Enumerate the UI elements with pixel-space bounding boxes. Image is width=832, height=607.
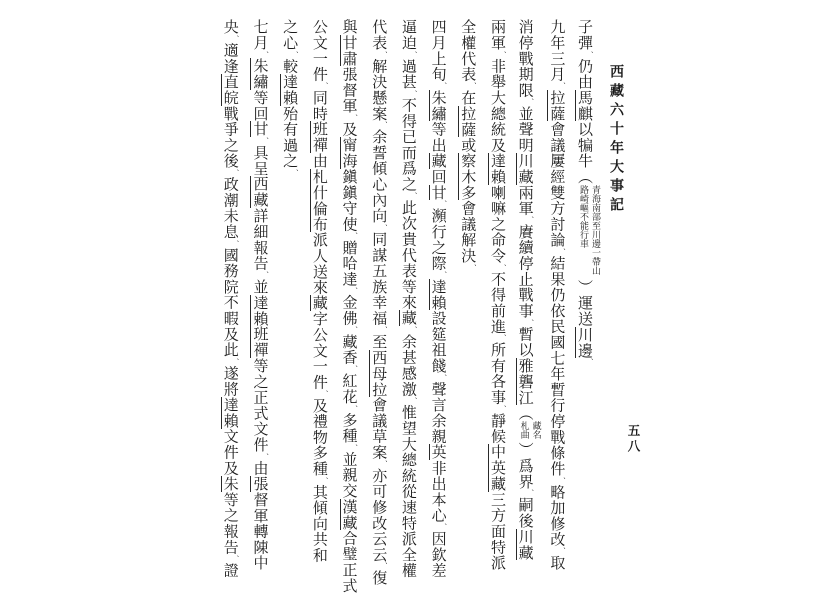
text-column	[215, 19, 245, 599]
text-run: 並親交	[340, 451, 359, 499]
punctuation: 、	[497, 405, 506, 413]
text-column	[423, 19, 453, 599]
text-run: 仍由	[576, 58, 594, 90]
punctuation: 、	[557, 247, 566, 256]
text-run: ）	[516, 441, 535, 458]
text-column	[482, 19, 512, 599]
warichu-note: 青海南部至川邊一帶山路崎嶇不能行車	[578, 184, 600, 275]
punctuation: 、	[497, 263, 506, 272]
text-run: 解決懸案	[370, 58, 389, 122]
text-run: 亦可修改云云	[370, 467, 389, 563]
proper-noun: 西母拉	[370, 349, 389, 397]
proper-noun: 達賴	[488, 152, 507, 185]
punctuation: 、	[438, 523, 447, 531]
punctuation: 、	[349, 113, 358, 122]
proper-noun: 英	[429, 444, 448, 461]
punctuation: 、	[230, 239, 239, 248]
text-run: 國務院不暇及此	[221, 247, 240, 358]
text-column	[364, 19, 394, 599]
proper-noun: 川邊	[576, 326, 594, 359]
text-run: 此次貴代表等來	[399, 199, 418, 311]
proper-noun: 拉薩	[548, 89, 567, 122]
text-run: 過甚	[399, 58, 418, 90]
text-run: 至	[370, 333, 389, 350]
text-run: 爲界	[516, 457, 535, 490]
punctuation: 、	[260, 271, 269, 279]
text-run: 回	[429, 168, 448, 185]
punctuation: 、	[585, 358, 593, 366]
proper-noun: 班禪	[251, 326, 270, 358]
text-run: 遂將	[221, 365, 240, 397]
text-column	[512, 19, 542, 599]
proper-noun: 甘	[429, 184, 448, 201]
text-run: 結果仍依民國七年暫行停戰條件	[548, 255, 567, 477]
punctuation: 、	[379, 223, 388, 232]
punctuation: 、	[319, 476, 328, 485]
text-run: 並聲明	[516, 105, 535, 153]
warichu-note: 藏名札曲	[518, 420, 541, 439]
proper-noun: 雅礱江	[516, 357, 535, 406]
text-run: 多種	[340, 412, 359, 444]
text-run: 逼迫	[399, 19, 418, 51]
proper-noun: 甘	[251, 121, 270, 138]
proper-noun: 藏	[399, 310, 418, 327]
text-column	[304, 19, 334, 599]
punctuation: 、	[230, 168, 239, 177]
punctuation: 、	[349, 326, 358, 334]
text-column	[245, 19, 275, 599]
text-run: 派人送來	[310, 232, 329, 296]
text-run: 余誓傾心內向	[370, 128, 389, 224]
punctuation: 、	[319, 82, 328, 90]
text-run: 藏香	[340, 333, 359, 366]
proper-noun: 朱繡	[251, 58, 270, 90]
punctuation: 、	[408, 89, 417, 98]
text-run: 聲言余親	[429, 381, 448, 445]
text-run: 贈哈達	[340, 239, 359, 287]
punctuation: 、	[438, 373, 447, 382]
punctuation: 、	[260, 50, 269, 59]
text-run: 殆有過之	[281, 105, 300, 169]
text-column	[274, 19, 304, 599]
text-column	[571, 19, 601, 599]
proper-noun: 達賴	[429, 278, 448, 311]
text-run: 央	[221, 19, 240, 35]
text-run: 較	[281, 58, 300, 74]
text-run: 余甚感激	[399, 333, 418, 397]
proper-noun: 達賴	[251, 294, 270, 327]
text-run: 暫以	[516, 326, 535, 358]
punctuation: 、	[230, 357, 239, 366]
text-run: 復	[370, 570, 389, 586]
punctuation: 、	[468, 263, 477, 272]
proper-noun: 直皖	[221, 73, 240, 106]
proper-noun: 朱	[221, 475, 240, 492]
text-run: 具呈	[251, 144, 270, 177]
proper-noun: 甯海	[340, 137, 359, 169]
text-run: 及	[340, 121, 359, 138]
proper-noun: 藏	[310, 295, 329, 312]
punctuation: 、	[525, 318, 534, 327]
text-run: 九年三月	[548, 19, 567, 83]
text-column	[334, 19, 364, 599]
text-run: 賡續停止戰事	[516, 223, 535, 319]
text-run: 之心	[281, 19, 300, 51]
proper-noun: 漢藏	[340, 498, 359, 531]
text-run: 非舉大總統及	[488, 58, 507, 153]
text-run: 惟望大總統從速特派全權	[399, 404, 418, 579]
text-column	[453, 19, 483, 599]
punctuation: 、	[379, 326, 388, 334]
punctuation: 、	[557, 547, 566, 555]
punctuation: 、	[557, 82, 566, 90]
proper-noun: 藏	[429, 152, 448, 169]
proper-noun: 札什倫布	[310, 168, 329, 232]
text-run: 取	[548, 554, 567, 571]
punctuation: 、	[379, 460, 388, 468]
text-run: 戰爭之後	[221, 105, 240, 169]
text-run: 及禮物多種	[310, 397, 329, 477]
punctuation: 、	[525, 98, 534, 106]
proper-noun: 朱繡	[429, 89, 448, 122]
text-column	[542, 19, 572, 599]
punctuation: 、	[260, 452, 269, 461]
text-run: （	[576, 168, 594, 185]
text-run: 政潮未息	[221, 176, 240, 240]
text-run: 並	[251, 278, 270, 295]
punctuation: 、	[379, 50, 388, 59]
text-run: 因欽差	[429, 530, 448, 579]
text-run: 證	[221, 562, 240, 579]
text-run: 兩軍	[516, 184, 535, 217]
punctuation: 、	[408, 50, 417, 59]
punctuation: 、	[525, 489, 534, 497]
punctuation: 、	[230, 554, 239, 563]
text-run: 代表	[370, 19, 389, 51]
punctuation: 、	[557, 476, 566, 485]
text-run: 在	[459, 89, 478, 106]
punctuation: 、	[349, 286, 358, 295]
punctuation: 、	[230, 34, 239, 43]
running-head-book-title: 西藏六十年大事記	[608, 64, 624, 216]
text-run: 由	[251, 460, 270, 476]
text-run: 靜候	[488, 412, 507, 445]
text-run: 以犏牛	[576, 121, 594, 169]
text-run: 其傾向共和	[310, 484, 329, 564]
text-run: 略加修改	[548, 484, 567, 548]
text-run: 等回	[251, 89, 270, 122]
proper-noun: 拉薩	[459, 105, 478, 138]
text-run: 設筵祖餞	[429, 310, 448, 374]
text-run: 合璧正式	[340, 530, 359, 594]
proper-noun: 西藏	[251, 176, 270, 208]
text-run: 三方面特派	[488, 491, 507, 571]
text-run: 會議屢經雙方討論	[548, 121, 567, 248]
proper-noun: 甘肅	[340, 34, 359, 67]
proper-noun: 川藏	[516, 152, 535, 185]
text-run: 鎭鎭守使	[340, 168, 359, 233]
punctuation: 、	[349, 232, 358, 240]
main-text-block	[215, 19, 601, 599]
text-run: 七月	[251, 19, 270, 51]
proper-noun: 馬麒	[576, 89, 594, 122]
punctuation: 、	[585, 50, 593, 59]
text-run: 等出	[429, 121, 448, 153]
text-run: 不得前進	[488, 271, 507, 335]
text-run: 消停戰期限	[516, 19, 535, 98]
punctuation: 、	[497, 334, 506, 342]
punctuation: 、	[260, 137, 269, 145]
text-run: 會議解決	[459, 200, 478, 264]
text-run: 嗣後	[516, 496, 535, 529]
proper-noun: 張	[251, 475, 270, 492]
text-run: 詳細報告	[251, 207, 270, 272]
text-run: 公文一件	[310, 19, 329, 83]
punctuation: 、	[290, 168, 299, 177]
text-run: 文件及	[221, 428, 240, 476]
text-column	[393, 19, 423, 599]
punctuation: 、	[349, 404, 358, 413]
text-run: ）	[576, 279, 594, 295]
proper-noun: 察木多	[459, 153, 478, 201]
text-run: 喇嘛之命令	[488, 184, 507, 264]
text-run: 子彈	[576, 19, 594, 51]
text-run: 運送	[576, 294, 594, 327]
text-run: 字公文一件	[310, 311, 329, 391]
punctuation: 、	[497, 50, 506, 59]
punctuation: 、	[408, 326, 417, 334]
punctuation: 、	[408, 192, 417, 200]
text-run: 與	[340, 19, 359, 35]
punctuation: 、	[379, 121, 388, 129]
text-run: 紅花	[340, 372, 359, 405]
text-run: 四月上旬	[429, 19, 448, 83]
text-run: 金佛	[340, 294, 359, 327]
text-run: 同時	[310, 89, 329, 122]
proper-noun: 川藏	[516, 528, 535, 561]
proper-noun: 班禪	[310, 121, 329, 153]
text-run: 適逢	[221, 42, 240, 74]
text-run: 非出本心	[429, 460, 448, 524]
punctuation: 、	[290, 50, 299, 59]
text-run: 督軍轉陳中	[251, 491, 270, 571]
punctuation: 、	[349, 443, 358, 452]
text-run: 瀕行之際	[429, 207, 448, 272]
page-number: 五八	[626, 424, 641, 455]
punctuation: 、	[468, 82, 477, 90]
text-run: 張督軍	[340, 66, 359, 114]
text-run: 同謀五族幸福	[370, 231, 389, 327]
proper-noun: 中英藏	[488, 444, 507, 492]
text-run: 所有各事	[488, 341, 507, 406]
text-run: 全權代表	[459, 19, 478, 83]
text-run: 或	[459, 137, 478, 153]
punctuation: 、	[438, 271, 447, 279]
text-run: 兩軍	[488, 19, 507, 51]
punctuation: 、	[408, 396, 417, 405]
punctuation: 、	[349, 365, 358, 373]
text-run: 由	[310, 152, 329, 169]
text-run: 不得已而爲之	[399, 97, 418, 193]
punctuation: 、	[319, 390, 328, 398]
text-run: 等之正式文件	[251, 357, 270, 453]
punctuation: 、	[379, 562, 388, 571]
text-run: 等之報告	[221, 491, 240, 555]
proper-noun: 達賴	[221, 396, 240, 429]
punctuation: 、	[525, 216, 534, 224]
proper-noun: 達賴	[281, 73, 300, 106]
text-run: （	[516, 405, 535, 421]
text-run: 會議草案	[370, 396, 389, 461]
punctuation: 、	[438, 200, 447, 208]
punctuation: 、	[438, 82, 447, 90]
